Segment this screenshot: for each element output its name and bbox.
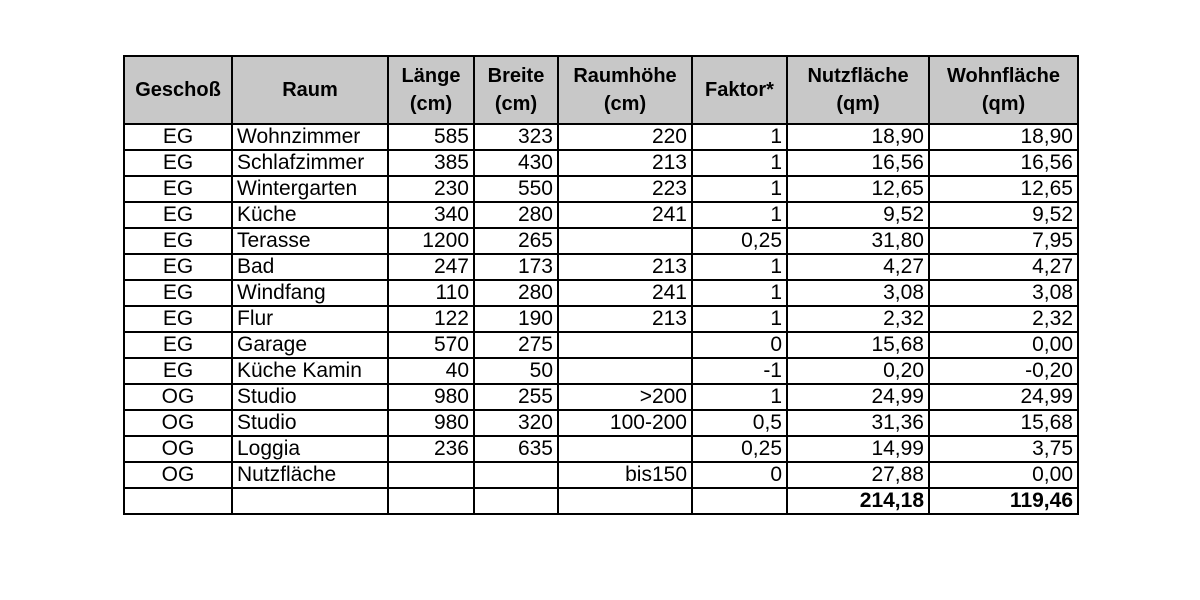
cell-laenge[interactable]: 585 bbox=[388, 124, 474, 150]
cell-geschoss[interactable]: OG bbox=[124, 436, 232, 462]
cell-raumhoehe[interactable]: 223 bbox=[558, 176, 692, 202]
cell-faktor[interactable]: 0 bbox=[692, 462, 787, 488]
cell-wohnflaeche[interactable]: 7,95 bbox=[929, 228, 1078, 254]
cell-raum[interactable]: Flur bbox=[232, 306, 388, 332]
cell-empty[interactable] bbox=[232, 488, 388, 514]
total-wohnflaeche[interactable]: 119,46 bbox=[929, 488, 1078, 514]
header-breite[interactable] bbox=[474, 56, 558, 124]
cell-nutzflaeche[interactable]: 12,65 bbox=[787, 176, 929, 202]
cell-laenge[interactable]: 230 bbox=[388, 176, 474, 202]
header-row bbox=[124, 56, 1078, 124]
cell-laenge[interactable]: 247 bbox=[388, 254, 474, 280]
header-geschoss[interactable] bbox=[124, 56, 232, 124]
cell-wohnflaeche[interactable]: 3,08 bbox=[929, 280, 1078, 306]
cell-geschoss[interactable]: EG bbox=[124, 124, 232, 150]
table-row bbox=[124, 124, 1078, 150]
header-raum[interactable] bbox=[232, 56, 388, 124]
cell-nutzflaeche[interactable]: 3,08 bbox=[787, 280, 929, 306]
cell-breite[interactable]: 323 bbox=[474, 124, 558, 150]
cell-geschoss[interactable]: OG bbox=[124, 384, 232, 410]
cell-empty[interactable] bbox=[558, 488, 692, 514]
header-raumhoehe[interactable] bbox=[558, 56, 692, 124]
cell-empty[interactable] bbox=[692, 488, 787, 514]
header-raumhoehe-unit: (cm) bbox=[603, 93, 647, 115]
header-nutzflaeche-unit: (qm) bbox=[836, 93, 880, 115]
cell-raumhoehe[interactable]: 213 bbox=[558, 254, 692, 280]
table-row bbox=[124, 410, 1078, 436]
cell-wohnflaeche[interactable]: 2,32 bbox=[929, 306, 1078, 332]
cell-geschoss[interactable]: OG bbox=[124, 462, 232, 488]
table-header bbox=[124, 56, 1078, 124]
cell-geschoss[interactable]: EG bbox=[124, 176, 232, 202]
cell-geschoss[interactable]: EG bbox=[124, 306, 232, 332]
cell-breite[interactable]: 50 bbox=[474, 358, 558, 384]
cell-nutzflaeche[interactable]: 24,99 bbox=[787, 384, 929, 410]
cell-raum[interactable]: Wohnzimmer bbox=[232, 124, 388, 150]
cell-raum[interactable]: Windfang bbox=[232, 280, 388, 306]
cell-raum[interactable]: Terasse bbox=[232, 228, 388, 254]
cell-raum[interactable]: Loggia bbox=[232, 436, 388, 462]
header-laenge-unit: (cm) bbox=[409, 93, 453, 115]
cell-faktor[interactable]: 0 bbox=[692, 332, 787, 358]
area-table bbox=[123, 55, 1079, 515]
cell-geschoss[interactable]: EG bbox=[124, 280, 232, 306]
cell-empty[interactable] bbox=[388, 488, 474, 514]
cell-raumhoehe[interactable]: bis150 bbox=[558, 462, 692, 488]
spreadsheet-area bbox=[123, 55, 1077, 515]
table-row bbox=[124, 280, 1078, 306]
cell-faktor[interactable]: 1 bbox=[692, 124, 787, 150]
header-nutzflaeche-label: Nutzfläche bbox=[807, 65, 909, 87]
cell-laenge[interactable]: 980 bbox=[388, 410, 474, 436]
cell-raumhoehe[interactable]: 241 bbox=[558, 280, 692, 306]
cell-wohnflaeche[interactable]: 3,75 bbox=[929, 436, 1078, 462]
cell-raum[interactable]: Studio bbox=[232, 410, 388, 436]
cell-nutzflaeche[interactable]: 0,20 bbox=[787, 358, 929, 384]
table-row bbox=[124, 358, 1078, 384]
cell-raumhoehe[interactable] bbox=[558, 436, 692, 462]
cell-breite[interactable]: 255 bbox=[474, 384, 558, 410]
cell-breite[interactable]: 265 bbox=[474, 228, 558, 254]
cell-breite[interactable]: 550 bbox=[474, 176, 558, 202]
cell-wohnflaeche[interactable]: 18,90 bbox=[929, 124, 1078, 150]
cell-raumhoehe[interactable]: 220 bbox=[558, 124, 692, 150]
cell-geschoss[interactable]: OG bbox=[124, 410, 232, 436]
cell-nutzflaeche[interactable]: 9,52 bbox=[787, 202, 929, 228]
cell-raum[interactable]: Studio bbox=[232, 384, 388, 410]
header-laenge-label: Länge bbox=[401, 65, 461, 87]
cell-nutzflaeche[interactable]: 16,56 bbox=[787, 150, 929, 176]
cell-laenge[interactable]: 1200 bbox=[388, 228, 474, 254]
cell-laenge[interactable]: 980 bbox=[388, 384, 474, 410]
cell-wohnflaeche[interactable]: 12,65 bbox=[929, 176, 1078, 202]
cell-breite[interactable]: 635 bbox=[474, 436, 558, 462]
cell-raumhoehe[interactable]: >200 bbox=[558, 384, 692, 410]
table-row bbox=[124, 332, 1078, 358]
table-row bbox=[124, 254, 1078, 280]
cell-raumhoehe[interactable] bbox=[558, 228, 692, 254]
cell-faktor[interactable]: 0,25 bbox=[692, 436, 787, 462]
table-row bbox=[124, 150, 1078, 176]
cell-nutzflaeche[interactable]: 27,88 bbox=[787, 462, 929, 488]
cell-nutzflaeche[interactable]: 4,27 bbox=[787, 254, 929, 280]
cell-empty[interactable] bbox=[124, 488, 232, 514]
cell-laenge[interactable]: 385 bbox=[388, 150, 474, 176]
cell-nutzflaeche[interactable]: 15,68 bbox=[787, 332, 929, 358]
cell-nutzflaeche[interactable]: 14,99 bbox=[787, 436, 929, 462]
cell-laenge[interactable]: 340 bbox=[388, 202, 474, 228]
cell-raumhoehe[interactable]: 213 bbox=[558, 306, 692, 332]
cell-raum[interactable]: Garage bbox=[232, 332, 388, 358]
header-wohnflaeche-unit: (qm) bbox=[981, 93, 1026, 115]
cell-raumhoehe[interactable]: 241 bbox=[558, 202, 692, 228]
cell-geschoss[interactable]: EG bbox=[124, 202, 232, 228]
cell-breite[interactable]: 280 bbox=[474, 280, 558, 306]
cell-nutzflaeche[interactable]: 2,32 bbox=[787, 306, 929, 332]
table-row bbox=[124, 306, 1078, 332]
cell-laenge[interactable] bbox=[388, 462, 474, 488]
cell-raum[interactable]: Küche Kamin bbox=[232, 358, 388, 384]
cell-geschoss[interactable]: EG bbox=[124, 228, 232, 254]
cell-empty[interactable] bbox=[474, 488, 558, 514]
cell-faktor[interactable]: 1 bbox=[692, 306, 787, 332]
cell-breite[interactable]: 173 bbox=[474, 254, 558, 280]
cell-breite[interactable] bbox=[474, 462, 558, 488]
cell-laenge[interactable]: 110 bbox=[388, 280, 474, 306]
cell-geschoss[interactable]: EG bbox=[124, 254, 232, 280]
cell-breite[interactable]: 280 bbox=[474, 202, 558, 228]
cell-raumhoehe[interactable] bbox=[558, 358, 692, 384]
cell-laenge[interactable]: 122 bbox=[388, 306, 474, 332]
cell-raumhoehe[interactable]: 100-200 bbox=[558, 410, 692, 436]
cell-laenge[interactable]: 40 bbox=[388, 358, 474, 384]
table-row bbox=[124, 228, 1078, 254]
table-row bbox=[124, 202, 1078, 228]
table-body bbox=[124, 124, 1078, 514]
cell-nutzflaeche[interactable]: 31,36 bbox=[787, 410, 929, 436]
cell-raumhoehe[interactable]: 213 bbox=[558, 150, 692, 176]
cell-raum[interactable]: Nutzfläche bbox=[232, 462, 388, 488]
cell-faktor[interactable]: 1 bbox=[692, 202, 787, 228]
cell-raum[interactable]: Schlafzimmer bbox=[232, 150, 388, 176]
cell-raum[interactable]: Wintergarten bbox=[232, 176, 388, 202]
cell-raumhoehe[interactable] bbox=[558, 332, 692, 358]
cell-geschoss[interactable]: EG bbox=[124, 150, 232, 176]
cell-wohnflaeche[interactable]: 9,52 bbox=[929, 202, 1078, 228]
cell-geschoss[interactable]: EG bbox=[124, 358, 232, 384]
cell-raum[interactable]: Bad bbox=[232, 254, 388, 280]
header-laenge[interactable] bbox=[388, 56, 474, 124]
header-geschoss-label: Geschoß bbox=[135, 79, 221, 101]
header-wohnflaeche-label: Wohnfläche bbox=[947, 65, 1060, 87]
cell-wohnflaeche[interactable]: 16,56 bbox=[929, 150, 1078, 176]
header-faktor-label: Faktor* bbox=[705, 79, 774, 101]
cell-breite[interactable]: 320 bbox=[474, 410, 558, 436]
table-row bbox=[124, 436, 1078, 462]
cell-faktor[interactable]: 1 bbox=[692, 254, 787, 280]
cell-wohnflaeche[interactable]: 15,68 bbox=[929, 410, 1078, 436]
cell-wohnflaeche[interactable]: 0,00 bbox=[929, 332, 1078, 358]
table-row bbox=[124, 462, 1078, 488]
total-nutzflaeche[interactable]: 214,18 bbox=[787, 488, 929, 514]
header-breite-unit: (cm) bbox=[494, 93, 538, 115]
header-raumhoehe-label: Raumhöhe bbox=[573, 65, 677, 87]
table-row bbox=[124, 176, 1078, 202]
cell-raum[interactable]: Küche bbox=[232, 202, 388, 228]
total-row bbox=[124, 488, 1078, 514]
cell-wohnflaeche[interactable]: 24,99 bbox=[929, 384, 1078, 410]
header-breite-label: Breite bbox=[487, 65, 545, 87]
cell-wohnflaeche[interactable]: 0,00 bbox=[929, 462, 1078, 488]
cell-faktor[interactable]: 1 bbox=[692, 384, 787, 410]
header-wohnflaeche[interactable] bbox=[929, 56, 1078, 124]
cell-breite[interactable]: 190 bbox=[474, 306, 558, 332]
cell-laenge[interactable]: 236 bbox=[388, 436, 474, 462]
header-raum-label: Raum bbox=[282, 79, 338, 101]
cell-laenge[interactable]: 570 bbox=[388, 332, 474, 358]
cell-faktor[interactable]: -1 bbox=[692, 358, 787, 384]
cell-nutzflaeche[interactable]: 31,80 bbox=[787, 228, 929, 254]
cell-faktor[interactable]: 0,5 bbox=[692, 410, 787, 436]
cell-faktor[interactable]: 0,25 bbox=[692, 228, 787, 254]
cell-breite[interactable]: 275 bbox=[474, 332, 558, 358]
cell-breite[interactable]: 430 bbox=[474, 150, 558, 176]
cell-wohnflaeche[interactable]: 4,27 bbox=[929, 254, 1078, 280]
cell-faktor[interactable]: 1 bbox=[692, 280, 787, 306]
table-row bbox=[124, 384, 1078, 410]
cell-faktor[interactable]: 1 bbox=[692, 176, 787, 202]
header-faktor[interactable] bbox=[692, 56, 787, 124]
cell-wohnflaeche[interactable]: -0,20 bbox=[929, 358, 1078, 384]
cell-faktor[interactable]: 1 bbox=[692, 150, 787, 176]
cell-nutzflaeche[interactable]: 18,90 bbox=[787, 124, 929, 150]
cell-geschoss[interactable]: EG bbox=[124, 332, 232, 358]
header-nutzflaeche[interactable] bbox=[787, 56, 929, 124]
